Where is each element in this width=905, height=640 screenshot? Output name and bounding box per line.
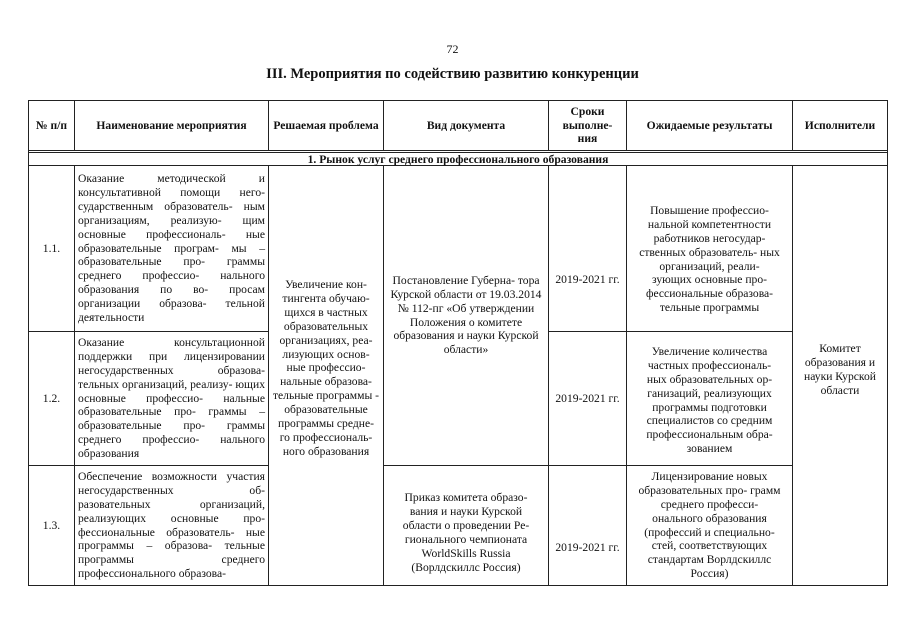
header-term: Сроки выполне- ния [549,101,627,151]
row-num: 1.3. [29,466,75,586]
row-result: Увеличение количества частных профессиональ- ных образовательных ор- ганизаций, реализующих программы подготовки специалистов со средним профессиональным обра- зованием [627,332,793,466]
table-row [29,166,888,332]
table-row [29,466,888,586]
row-term: 2019-2021 гг. [549,332,627,466]
row-name: Оказание методической и консультативной помощи него- сударственным образователь- ным организациям, реализую- щим основные профессиональ- ные образовательные програм- мы – образовательные про- граммы среднего профессио- нального образования по во- просам организации образова- тельной деятельности [75,166,269,332]
row-num: 1.2. [29,332,75,466]
section-title: 1. Рынок услуг среднего профессионального образования [29,153,888,166]
row-num: 1.1. [29,166,75,332]
row-term: 2019-2021 гг. [549,466,627,586]
page-number: 72 [446,42,459,56]
section-row [29,153,888,166]
header-exec: Исполнители [793,101,888,151]
row-term: 2019-2021 гг. [549,166,627,332]
header-problem: Решаемая проблема [269,101,384,151]
header-doc: Вид документа [384,101,549,151]
row-result: Лицензирование новых образовательных про- грамм среднего професси- онального образования (профессий и специально- стей, соответствующих стандартам Ворлдскиллс Россия) [627,466,793,586]
page-title: III. Мероприятия по содействию развитию конкуренции [266,66,639,82]
header-result: Ожидаемые результаты [627,101,793,151]
header-num: № п/п [29,101,75,151]
measures-table [28,100,888,586]
row-name: Обеспечение возможности участия негосударственных об- разовательных организаций, реализующих основные про- фессиональные образователь- ные программы – образова- тельные программы среднего профессионального образова- [75,466,269,586]
header-name: Наименование мероприятия [75,101,269,151]
row-name: Оказание консультационной поддержки при лицензировании негосударственных образова- тельных организаций, реализу- ющих основные профессио- нальные образовательные про- граммы – образовательные про- граммы среднего профессио- нального образования [75,332,269,466]
executor-cell: Комитет образования и науки Курской области [793,166,888,586]
row-result: Повышение профессио- нальной компетентности работников негосудар- ственных образователь- ных организаций, реали- зующих основные про- фессиональные образова- тельные программы [627,166,793,332]
doc-cell: Постановление Губерна- тора Курской области от 19.03.2014 № 112-пг «Об утверждении Положения о комитете образования и науки Курской области» [384,166,549,466]
row-doc: Приказ комитета образо- вания и науки Курской области о проведении Ре- гионального чемпионата WorldSkills Russia (Ворлдскиллс Россия) [384,466,549,586]
problem-cell: Увеличение кон- тингента обучаю- щихся в частных образовательных организациях, реа- лизующих основ- ные профессио- нальные образова- тельные программы - образовательные программы средне- го профессиональ- ного образования [269,166,384,586]
header-row [29,101,888,151]
